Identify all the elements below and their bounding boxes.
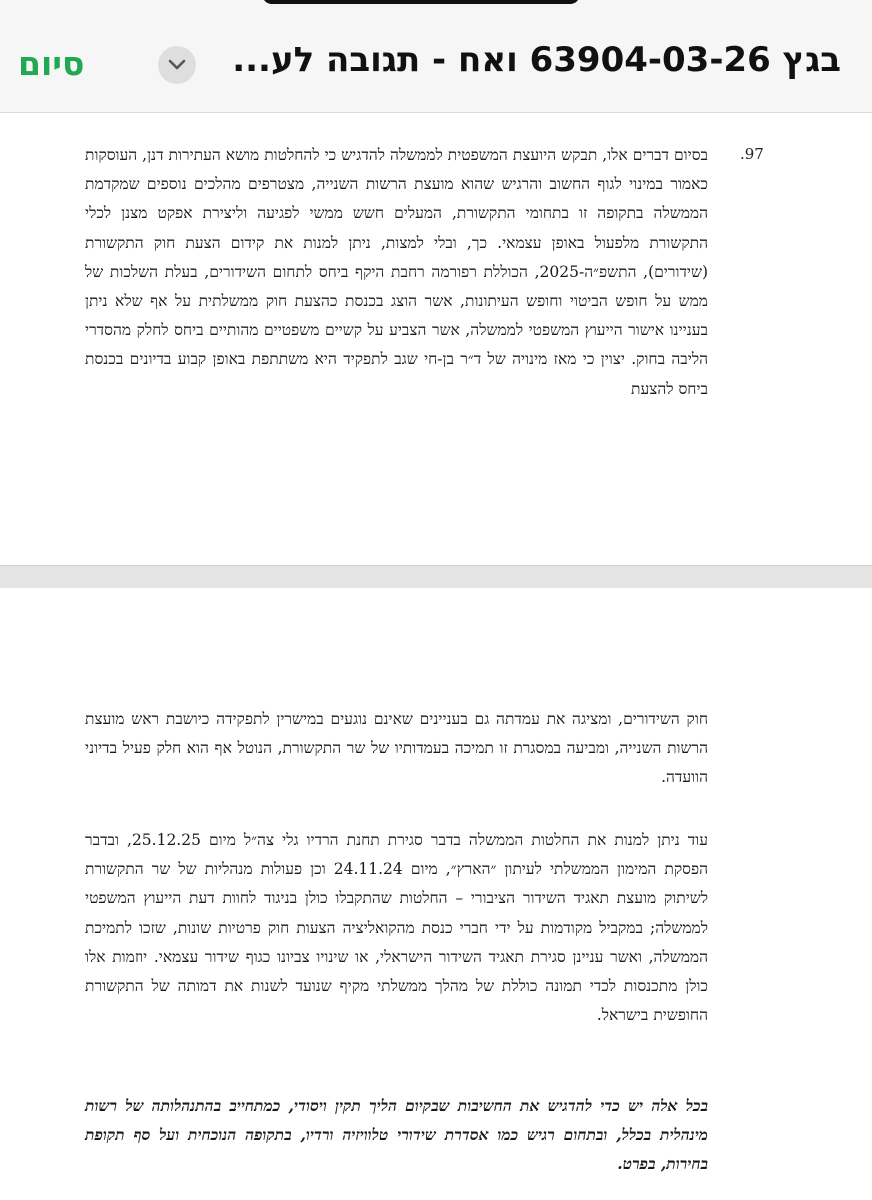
title-menu-button[interactable] [158,46,196,84]
device-notch [262,0,580,4]
paragraph-continuation: חוק השידורים, ומציגה את עמדתה גם בעניינים שאינם נוגעים במישרין לתפקידה כיושבת ראש מועצת הרשות השנייה, ומביעה במסגרת זו תמיכה בעמדותיו של שר התקשורת, הנוטל אף הוא חלק פעיל בדיוני הוועדה. [85,710,708,787]
done-button[interactable]: סיום [18,44,85,83]
page-separator [0,565,872,589]
paragraph-emphasis: בכל אלה יש כדי להדגיש את החשיבות שבקיום הליך תקין ויסודי, כמתחייב בהתנהלותה של רשות מינהלית בכלל, ובתחום רגיש כמו אסדרת שידורי טלוויזיה ורדיו, בתקופה הנוכחית ועל סף תקופת בחירות, בפרט. [85,1096,708,1174]
chevron-down-icon [167,56,187,74]
document-title: בגץ 63904-03-26 ואח - תגובה לע... [232,40,841,80]
document-toolbar [0,0,872,113]
document-page-1 [0,113,872,565]
document-page-2 [0,588,872,1200]
paragraph-97: בסיום דברים אלו, תבקש היועצת המשפטית לממשלה להדגיש כי להחלטות מושא העתירות דנן, העוסקות כאמור במינוי לגוף החשוב והרגיש שהוא מועצת הרשות השנייה, מצטרפים מהלכים נוספים שמקדמת הממשלה בתקופה זו בתחומי התקשורת, המעלים חשש ממשי לפגיעה וליצירת אפקט מצנן לכלי התקשורת מלפעול באופן עצמאי. כך, ובלי למצות, ניתן למנות את קידום הצעת חוק התקשורת (שידורים), התשפ״ה-2025, הכוללת רפורמה רחבת היקף ביחס לתחום השידורים, בעלת השלכות של ממש על חופש הביטוי וחופש העיתונות, אשר הוצג בכנסת כהצעת חוק ממשלתית על אף שלא ניתן בעניינו אישור הייעוץ המשפטי לממשלה, אשר הצביע על קשיים משפטיים מהותיים ביחס לחלק מהסדרי הליבה בחוק. יצוין כי מאז מינויה של ד״ר בן-חי שגב לתפקיד היא משתתפת באופן קבוע בדיונים בכנסת ביחס להצעת [85,146,708,398]
paragraph-government-decisions: עוד ניתן למנות את החלטות הממשלה בדבר סגירת תחנת הרדיו גלי צה״ל מיום 25.12.25, ובדבר הפסקת המימון הממשלתי לעיתון ״הארץ״, מיום 24.11.24 וכן פעולות מנהליות של שר התקשורת לשיתוק מועצת תאגיד השידור הציבורי – החלטות שהתקבלו כולן בניגוד לחוות דעת הייעוץ המשפטי לממשלה; במקביל מקודמות על ידי חברי כנסת מהקואליציה הצעות חוק פרטיות שונות, שזכו לתמיכת הממשלה, ואשר עניינן סגירת תאגיד השידור הישראלי, או שינויו צביונו כגוף שידור עצמאי. יוזמות אלו כולן מתכנסות לכדי תמונה כוללת של מהלך ממשלתי מקיף שנועד לשנות את דמותה של התקשורת החופשית בישראל. [85,831,708,1025]
paragraph-number: .97 [740,145,764,163]
